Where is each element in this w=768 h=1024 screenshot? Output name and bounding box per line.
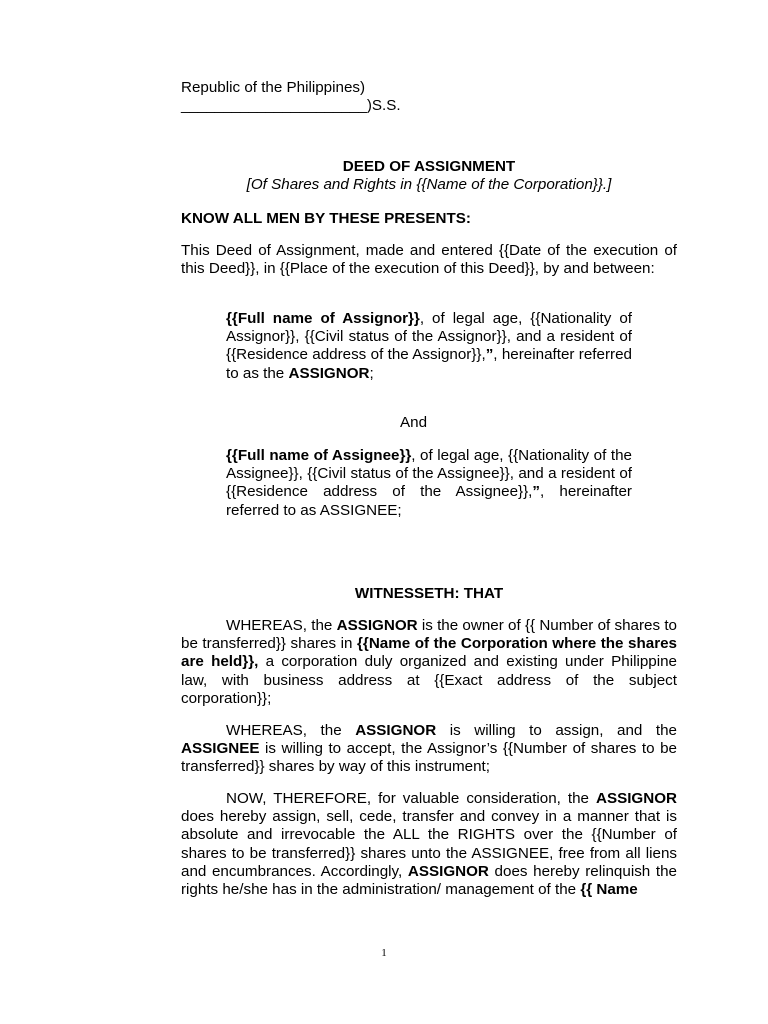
assignor-details: , of legal age, {{Nationality of Assignor}}, {{Civil status of the Assignor}}, and a resident of {{Residence address of the Assignor}}, [226, 310, 632, 364]
assignee-paragraph [226, 447, 632, 520]
document-title: DEED OF ASSIGNMENT [342, 158, 516, 175]
assignee-name: {{Full name of Assignee}} [226, 447, 412, 464]
assignor-paragraph [226, 310, 632, 383]
whereas-paragraph-1: WHEREAS, the ASSIGNOR is the owner of {{ Number of shares to be transferred}} shares in {{Name of the Corporation where the shares are held}}, a corporation duly organized and existing under Philippine law, with business address at {{Exact address of the subject corporation}}; [181, 617, 678, 707]
assignor-name: {{Full name of Assignor}} [226, 310, 420, 327]
know-all-heading: KNOW ALL MEN BY THESE PRESENTS: [181, 210, 471, 227]
witnesseth-heading: WITNESSETH: THAT [354, 585, 504, 602]
venue-block [181, 79, 677, 115]
page-number: 1 [381, 947, 387, 959]
whereas-paragraph-2: WHEREAS, the ASSIGNOR is willing to assign, and the ASSIGNEE is willing to accept, the Assignor’s {{Number of shares to be transferred}} shares by way of this instrument; [181, 722, 677, 776]
intro-paragraph: This Deed of Assignment, made and entered {{Date of the execution of this Deed}}, in {{Place of the execution of this Deed}}, by and between: [181, 242, 677, 278]
title-block [181, 158, 677, 194]
venue-line-2: ______________________)S.S. [181, 97, 401, 115]
assignor-referred: , hereinafter referred to as the [226, 346, 632, 382]
assignor-label: ASSIGNOR [288, 364, 370, 382]
and-text: And [400, 414, 428, 431]
document-subtitle: [Of Shares and Rights in {{Name of the Corporation}}.] [246, 176, 612, 194]
assignee-referred: , hereinafter referred to as ASSIGNEE; [226, 483, 632, 519]
assignor-end: ; [369, 364, 374, 382]
assignee-quote: ” [532, 483, 540, 501]
assignor-quote: ” [485, 346, 494, 364]
venue-line-1: Republic of the Philippines) [181, 79, 366, 96]
now-therefore-paragraph: NOW, THEREFORE, for valuable consideration, the ASSIGNOR does hereby assign, sell, cede, transfer and convey in a manner that is absolute and irrevocable the ALL the RIGHTS over the {{Number of shares to be transferred}} shares unto the ASSIGNEE, free from all liens and encumbrances. Accordingly, ASSIGNOR does hereby relinquish the rights he/she has in the administration/ management of the {{ Name [181, 790, 677, 899]
assignee-details: , of legal age, {{Nationality of the Assignee}}, {{Civil status of the Assignee}}, and a resident of {{Residence address of the Assignee}}, [226, 447, 632, 501]
